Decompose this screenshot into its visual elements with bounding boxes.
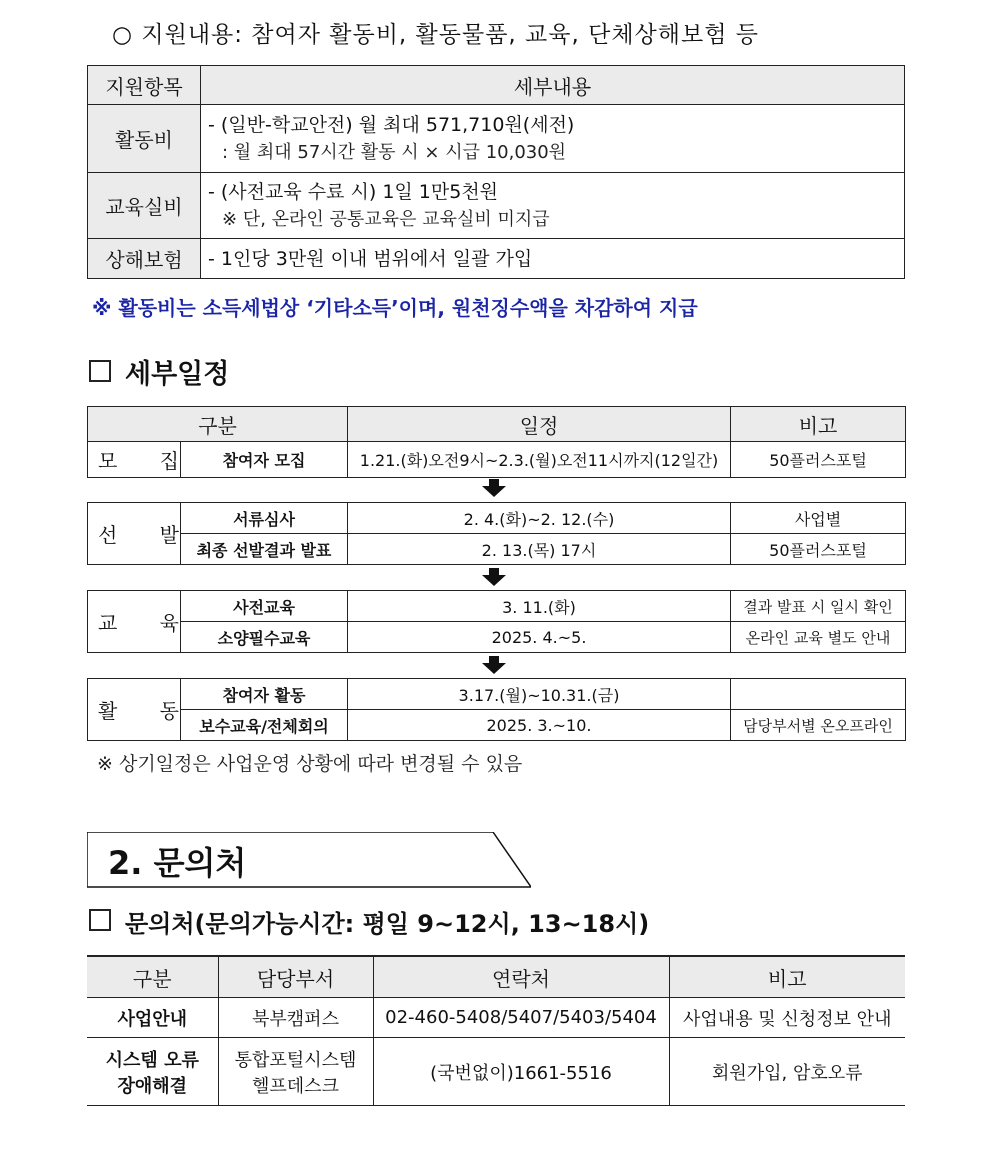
support-table xyxy=(87,65,905,279)
support-detail-subline: : 월 최대 57시간 활동 시 × 시급 10,030원 xyxy=(222,141,567,163)
support-item: 활동비 xyxy=(88,105,201,173)
schedule-date: 3.17.(월)~10.31.(금) xyxy=(348,679,731,710)
down-arrow-icon xyxy=(482,656,506,674)
support-detail-line: - (일반-학교안전) 월 최대 571,710원(세전) xyxy=(208,113,575,136)
schedule-date: 2025. 4.~5. xyxy=(348,622,731,653)
support-detail-line: - (사전교육 수료 시) 1일 1만5천원 xyxy=(208,180,499,203)
support-detail xyxy=(201,173,905,239)
schedule-block-recruit xyxy=(87,406,905,478)
contact-phone: (국번없이)1661-5516 xyxy=(373,1038,669,1106)
schedule-block-education xyxy=(87,590,905,653)
contact-dept-line: 헬프데스크 xyxy=(252,1075,339,1097)
schedule-subitem: 사전교육 xyxy=(181,591,348,622)
schedule-subitem: 참여자 모집 xyxy=(181,442,348,478)
schedule-header-date: 일정 xyxy=(348,407,731,442)
schedule-date: 1.21.(화)오전9시~2.3.(월)오전11시까지(12일간) xyxy=(348,442,731,478)
contact-header-phone: 연락처 xyxy=(373,956,669,998)
schedule-subitem: 보수교육/전체회의 xyxy=(181,710,348,741)
support-header-detail: 세부내용 xyxy=(201,66,905,105)
tax-notice: ※ 활동비는 소득세법상 ‘기타소득’이며, 원천징수액을 차감하여 지급 xyxy=(92,296,698,320)
support-intro: ○ 지원내용: 참여자 활동비, 활동물품, 교육, 단체상해보험 등 xyxy=(112,22,759,48)
schedule-category: 모 집 xyxy=(88,442,181,478)
schedule-subitem: 소양필수교육 xyxy=(181,622,348,653)
schedule-date: 3. 11.(화) xyxy=(348,591,731,622)
schedule-date: 2. 4.(화)~2. 12.(수) xyxy=(348,503,731,534)
contact-type: 사업안내 xyxy=(87,998,218,1038)
support-item: 교육실비 xyxy=(88,173,201,239)
schedule-heading xyxy=(89,352,229,391)
schedule-header-category: 구분 xyxy=(88,407,348,442)
checkbox-square-icon xyxy=(89,360,111,382)
contact-type-line: 장애해결 xyxy=(117,1075,188,1097)
support-detail-line: - 1인당 3만원 이내 범위에서 일괄 가입 xyxy=(208,247,533,270)
contact-type-line: 시스템 오류 xyxy=(105,1049,199,1071)
schedule-category: 선 발 xyxy=(88,503,181,565)
schedule-footnote: ※ 상기일정은 사업운영 상황에 따라 변경될 수 있음 xyxy=(97,753,523,775)
schedule-note xyxy=(731,679,906,710)
schedule-note: 담당부서별 온오프라인 xyxy=(731,710,906,741)
contact-note: 회원가입, 암호오류 xyxy=(669,1038,905,1106)
contact-type xyxy=(87,1038,218,1106)
schedule-date: 2025. 3.~10. xyxy=(348,710,731,741)
schedule-note: 결과 발표 시 일시 확인 xyxy=(731,591,906,622)
schedule-note: 온라인 교육 별도 안내 xyxy=(731,622,906,653)
schedule-subitem: 서류심사 xyxy=(181,503,348,534)
schedule-subitem: 참여자 활동 xyxy=(181,679,348,710)
schedule-block-selection xyxy=(87,502,905,565)
contact-note: 사업내용 및 신청정보 안내 xyxy=(669,998,905,1038)
support-item: 상해보험 xyxy=(88,239,201,279)
down-arrow-icon xyxy=(482,568,506,586)
contact-heading xyxy=(89,904,649,939)
schedule-category: 활 동 xyxy=(88,679,181,741)
contact-table xyxy=(87,955,905,1106)
down-arrow-icon xyxy=(482,479,506,497)
support-detail xyxy=(201,105,905,173)
schedule-date: 2. 13.(목) 17시 xyxy=(348,534,731,565)
support-detail-subline: ※ 단, 온라인 공통교육은 교육실비 미지급 xyxy=(222,208,550,230)
schedule-block-activity xyxy=(87,678,905,741)
contact-heading-text: 문의처(문의가능시간: 평일 9~12시, 13~18시) xyxy=(125,910,650,938)
contact-phone: 02-460-5408/5407/5403/5404 xyxy=(373,998,669,1038)
schedule-note: 50플러스포털 xyxy=(731,534,906,565)
support-detail xyxy=(201,239,905,279)
checkbox-square-icon xyxy=(89,909,111,931)
schedule-header-note: 비고 xyxy=(731,407,906,442)
schedule-category: 교 육 xyxy=(88,591,181,653)
support-header-item: 지원항목 xyxy=(88,66,201,105)
section-title: 2. 문의처 xyxy=(108,844,247,882)
contact-header-note: 비고 xyxy=(669,956,905,998)
contact-dept: 북부캠퍼스 xyxy=(218,998,373,1038)
contact-dept xyxy=(218,1038,373,1106)
contact-header-type: 구분 xyxy=(87,956,218,998)
contact-header-dept: 담당부서 xyxy=(218,956,373,998)
contact-dept-line: 통합포털시스템 xyxy=(234,1049,357,1071)
schedule-note: 50플러스포털 xyxy=(731,442,906,478)
schedule-subitem: 최종 선발결과 발표 xyxy=(181,534,348,565)
schedule-note: 사업별 xyxy=(731,503,906,534)
schedule-heading-text: 세부일정 xyxy=(125,359,230,390)
